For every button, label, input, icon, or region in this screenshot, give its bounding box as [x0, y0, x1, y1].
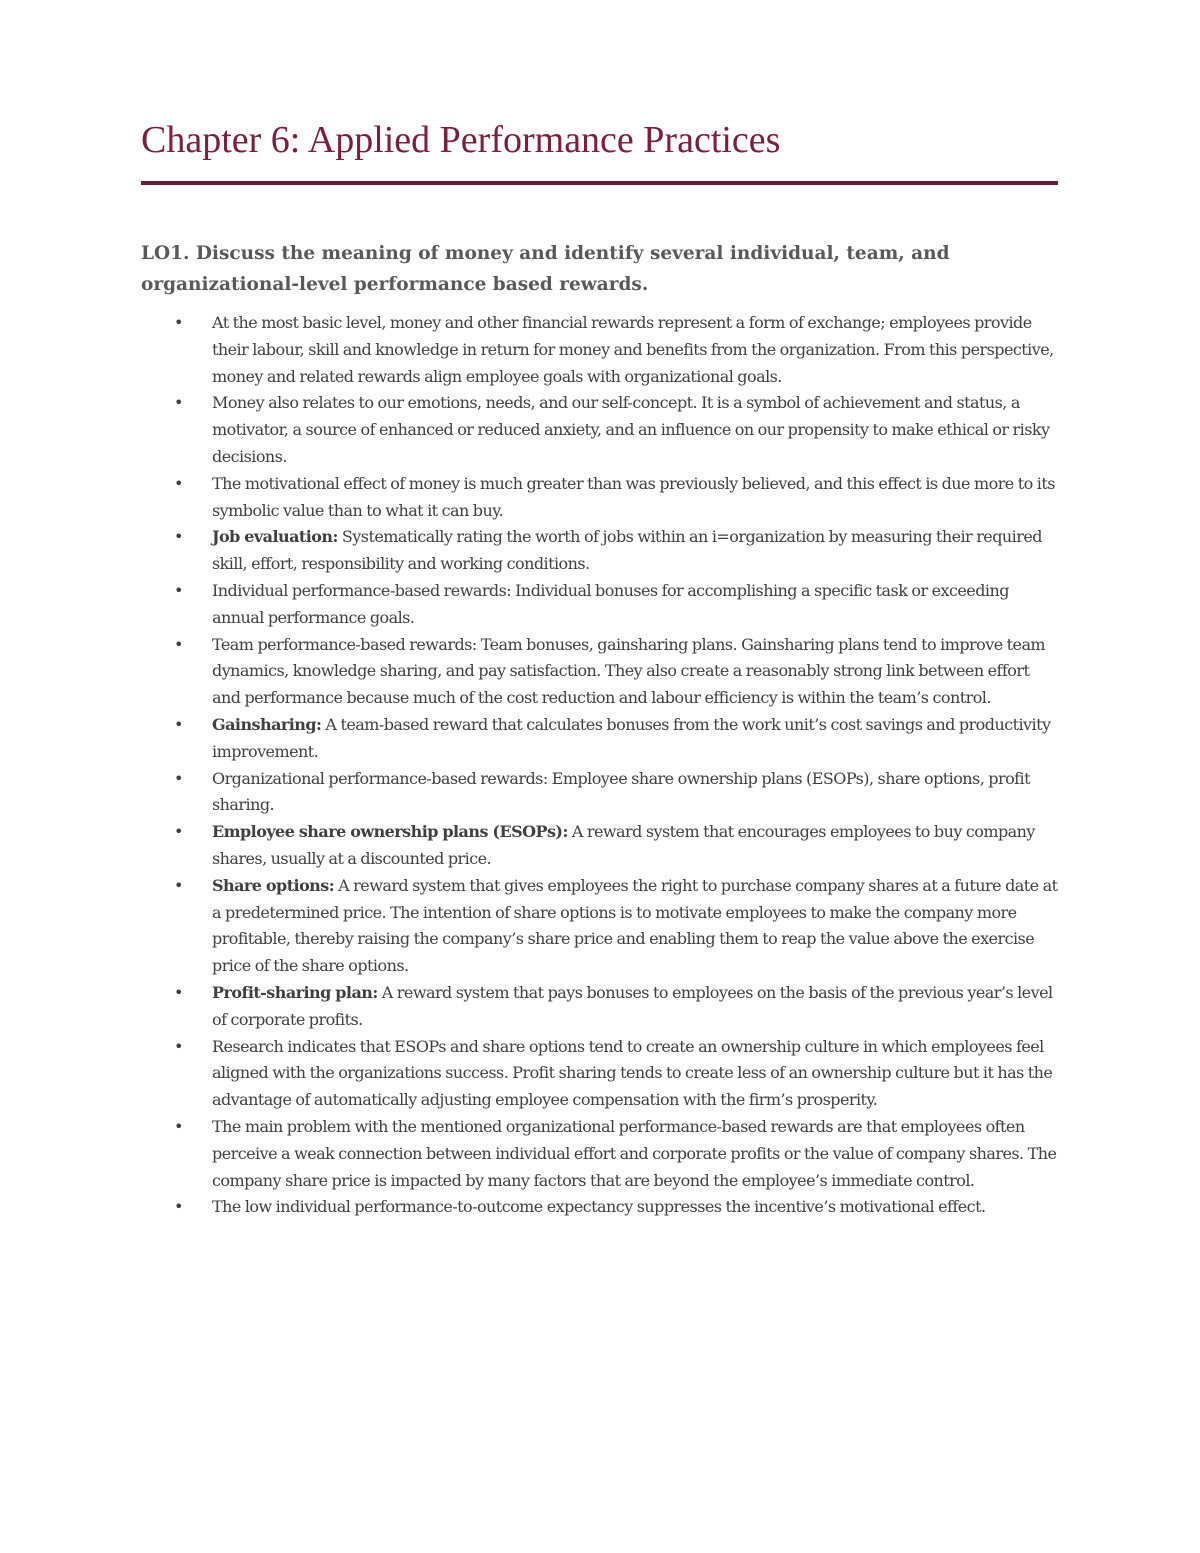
item-text: The motivational effect of money is much greater than was previously believed, and this effect is due more to its symbolic value than to what it can buy. [212, 473, 1055, 520]
bullet-icon: • [174, 393, 183, 413]
bullet-icon: • [174, 1036, 183, 1056]
bullet-icon: • [174, 313, 183, 332]
bullet-icon: • [174, 527, 183, 547]
item-text: A reward system that pays bonuses to employees on the basis of the previous year’s level of corporate profits. [212, 982, 1053, 1029]
bullet-icon: • [174, 982, 183, 1002]
bullet-icon: • [174, 1197, 183, 1217]
section-heading: LO1. Discuss the meaning of money and identify several individual, team, and organizational-level performance based rewards. [141, 243, 950, 295]
bullet-icon: • [174, 1116, 183, 1136]
item-text: The main problem with the mentioned organizational performance-based rewards are that employees often perceive a weak connection between individual effort and corporate profits or the value of company shares. The company share price is impacted by many factors that are beyond the employee’s immediate control. [212, 1116, 1057, 1190]
term-label: Profit-sharing plan: [212, 982, 378, 1002]
item-text: Team performance-based rewards: Team bonuses, gainsharing plans. Gainsharing plans tend to improve team dynamics, knowledge sharing, and pay satisfaction. They also create a reasonably strong link between effort and performance because much of the cost reduction and labour efficiency is within the team’s control. [212, 634, 1046, 708]
bullet-icon: • [174, 875, 183, 895]
list-item [141, 873, 1061, 980]
list-item [141, 1114, 1061, 1194]
bullet-icon: • [174, 822, 183, 842]
list-item [141, 766, 1061, 820]
list-item [141, 524, 1061, 578]
bullet-icon: • [174, 473, 183, 493]
bullet-icon: • [174, 768, 183, 788]
list-item [141, 471, 1061, 525]
bullet-icon: • [174, 580, 183, 600]
list-item [141, 310, 1061, 390]
bullet-list [141, 310, 1061, 1221]
list-item [141, 980, 1061, 1034]
term-label: Job evaluation: [212, 527, 338, 547]
list-item [141, 390, 1061, 470]
item-text: Organizational performance-based rewards: Employee share ownership plans (ESOPs), share options, profit sharing. [212, 768, 1030, 815]
title-divider [141, 181, 1058, 185]
bullet-icon: • [174, 634, 183, 654]
list-item [141, 578, 1061, 632]
item-text: A reward system that encourages employees to buy company shares, usually at a discounted price. [212, 822, 1035, 868]
item-text: Systematically rating the worth of jobs within an i=organization by measuring their required skill, effort, responsibility and working conditions. [212, 527, 1042, 574]
item-text: Money also relates to our emotions, needs, and our self-concept. It is a symbol of achievement and status, a motivator, a source of enhanced or reduced anxiety, and an influence on our propensity to make ethical or risky decisions. [212, 393, 1050, 466]
term-label: Employee share ownership plans (ESOPs): [212, 822, 568, 842]
list-item [141, 1034, 1061, 1114]
list-item [141, 819, 1061, 873]
item-text: A reward system that gives employees the right to purchase company shares at a future date at a predetermined price. The intention of share options is to motivate employees to make the company more profitable, thereby raising the company’s share price and enabling them to reap the value above the exercise price of the share options. [212, 875, 1058, 976]
bullet-icon: • [174, 714, 183, 734]
page-title: Chapter 6: Applied Performance Practices [141, 119, 781, 161]
item-text: Individual performance-based rewards: Individual bonuses for accomplishing a specific task or exceeding annual performance goals. [212, 580, 1009, 627]
term-label: Gainsharing: [212, 714, 322, 734]
term-label: Share options: [212, 875, 335, 895]
list-item [141, 632, 1061, 712]
item-text: Research indicates that ESOPs and share options tend to create an ownership culture in which employees feel aligned with the organizations success. Profit sharing tends to create less of an ownership culture but it has the advantage of automatically adjusting employee compensation with the firm’s prosperity. [212, 1036, 1053, 1110]
item-text: At the most basic level, money and other financial rewards represent a form of exchange; employees provide their labour, skill and knowledge in return for money and benefits from the organization. From this perspective, money and related rewards align employee goals with organizational goals. [212, 313, 1054, 386]
item-text: A team-based reward that calculates bonuses from the work unit’s cost savings and productivity improvement. [212, 714, 1051, 761]
list-item [141, 1194, 1061, 1221]
list-item [141, 712, 1061, 766]
item-text: The low individual performance-to-outcome expectancy suppresses the incentive’s motivational effect. [212, 1197, 986, 1217]
